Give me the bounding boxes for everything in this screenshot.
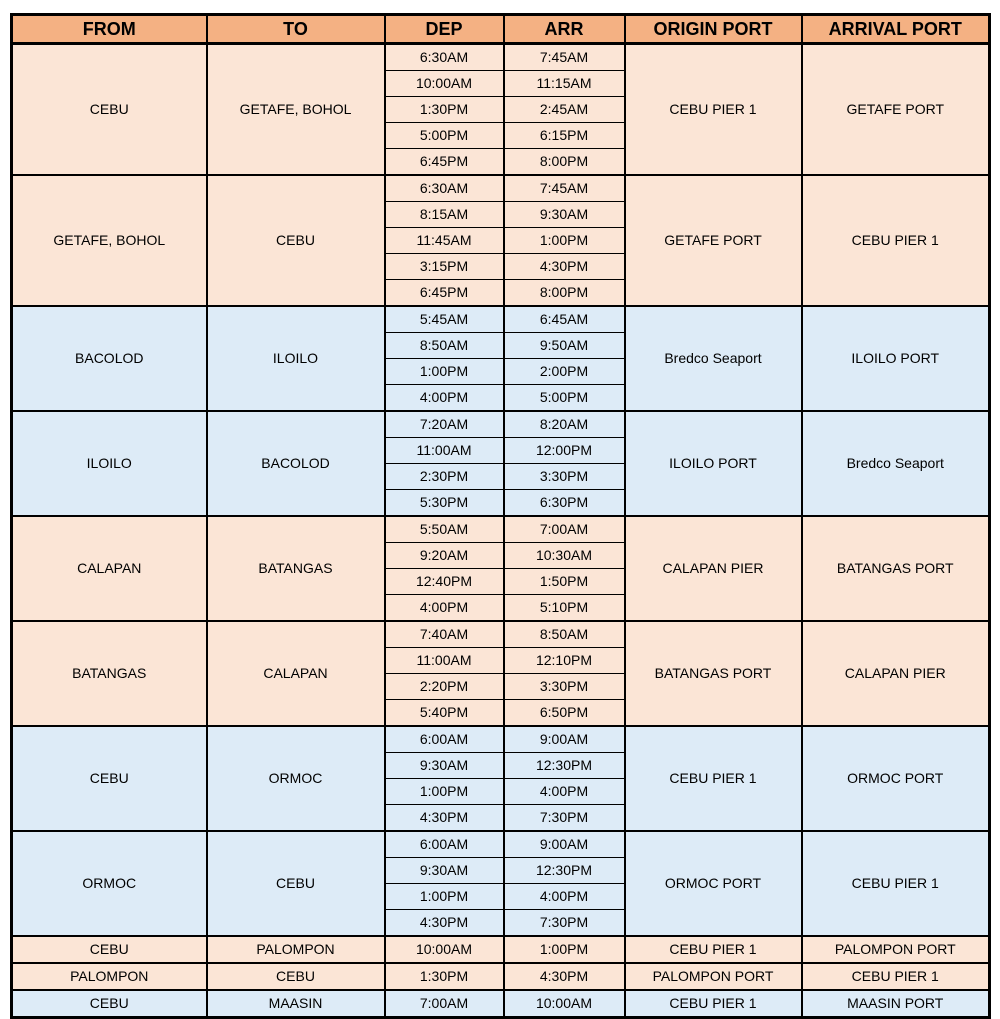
from-cell: ORMOC — [12, 831, 207, 936]
route-group — [12, 411, 990, 516]
to-cell: BATANGAS — [207, 516, 385, 621]
arr-time-cell: 7:30PM — [504, 805, 625, 832]
arr-time-cell: 6:15PM — [504, 123, 625, 149]
dep-time-cell: 1:30PM — [385, 97, 504, 123]
schedule-row — [12, 306, 990, 333]
arrival-port-cell: CEBU PIER 1 — [802, 831, 990, 936]
route-group — [12, 963, 990, 990]
table-header — [12, 15, 990, 44]
dep-time-cell: 8:50AM — [385, 333, 504, 359]
arr-time-cell: 4:00PM — [504, 884, 625, 910]
arr-time-cell: 2:00PM — [504, 359, 625, 385]
dep-time-cell: 2:20PM — [385, 674, 504, 700]
dep-time-cell: 5:00PM — [385, 123, 504, 149]
dep-time-cell: 6:00AM — [385, 831, 504, 858]
arr-time-cell: 7:45AM — [504, 44, 625, 71]
arr-time-cell: 6:45AM — [504, 306, 625, 333]
arr-time-cell: 9:30AM — [504, 202, 625, 228]
route-group — [12, 175, 990, 306]
schedule-row — [12, 621, 990, 648]
origin-port-cell: ILOILO PORT — [625, 411, 802, 516]
dep-time-cell: 9:20AM — [385, 543, 504, 569]
dep-time-cell: 5:50AM — [385, 516, 504, 543]
to-cell: GETAFE, BOHOL — [207, 44, 385, 176]
arr-time-cell: 12:10PM — [504, 648, 625, 674]
to-cell: BACOLOD — [207, 411, 385, 516]
arrival-port-cell: ILOILO PORT — [802, 306, 990, 411]
schedule-row — [12, 831, 990, 858]
dep-time-cell: 11:00AM — [385, 438, 504, 464]
arr-time-cell: 8:50AM — [504, 621, 625, 648]
arr-time-cell: 1:00PM — [504, 228, 625, 254]
header-dep: DEP — [385, 15, 504, 44]
schedule-row — [12, 726, 990, 753]
origin-port-cell: PALOMPON PORT — [625, 963, 802, 990]
arrival-port-cell: CEBU PIER 1 — [802, 963, 990, 990]
dep-time-cell: 7:00AM — [385, 990, 504, 1018]
route-group — [12, 831, 990, 936]
arrival-port-cell: BATANGAS PORT — [802, 516, 990, 621]
arr-time-cell: 2:45AM — [504, 97, 625, 123]
origin-port-cell: CEBU PIER 1 — [625, 726, 802, 831]
header-arr: ARR — [504, 15, 625, 44]
schedule-row — [12, 175, 990, 202]
header-origin-port: ORIGIN PORT — [625, 15, 802, 44]
arr-time-cell: 8:00PM — [504, 149, 625, 176]
route-group — [12, 990, 990, 1018]
from-cell: BATANGAS — [12, 621, 207, 726]
arrival-port-cell: MAASIN PORT — [802, 990, 990, 1018]
route-group — [12, 44, 990, 176]
dep-time-cell: 6:45PM — [385, 149, 504, 176]
route-group — [12, 621, 990, 726]
origin-port-cell: GETAFE PORT — [625, 175, 802, 306]
arrival-port-cell: CEBU PIER 1 — [802, 175, 990, 306]
origin-port-cell: ORMOC PORT — [625, 831, 802, 936]
schedule-row — [12, 990, 990, 1018]
arr-time-cell: 1:00PM — [504, 936, 625, 963]
origin-port-cell: CALAPAN PIER — [625, 516, 802, 621]
arr-time-cell: 7:30PM — [504, 910, 625, 937]
dep-time-cell: 4:00PM — [385, 595, 504, 622]
dep-time-cell: 5:45AM — [385, 306, 504, 333]
arr-time-cell: 8:00PM — [504, 280, 625, 307]
header-arrival-port: ARRIVAL PORT — [802, 15, 990, 44]
schedule-row — [12, 411, 990, 438]
arr-time-cell: 10:30AM — [504, 543, 625, 569]
dep-time-cell: 2:30PM — [385, 464, 504, 490]
arr-time-cell: 12:00PM — [504, 438, 625, 464]
to-cell: CEBU — [207, 831, 385, 936]
to-cell: CALAPAN — [207, 621, 385, 726]
header-to: TO — [207, 15, 385, 44]
origin-port-cell: CEBU PIER 1 — [625, 936, 802, 963]
schedule-row — [12, 44, 990, 71]
arr-time-cell: 5:10PM — [504, 595, 625, 622]
dep-time-cell: 7:20AM — [385, 411, 504, 438]
origin-port-cell: Bredco Seaport — [625, 306, 802, 411]
origin-port-cell: CEBU PIER 1 — [625, 44, 802, 176]
route-group — [12, 306, 990, 411]
to-cell: CEBU — [207, 175, 385, 306]
arrival-port-cell: PALOMPON PORT — [802, 936, 990, 963]
dep-time-cell: 6:00AM — [385, 726, 504, 753]
dep-time-cell: 10:00AM — [385, 936, 504, 963]
dep-time-cell: 11:00AM — [385, 648, 504, 674]
arr-time-cell: 7:45AM — [504, 175, 625, 202]
arr-time-cell: 12:30PM — [504, 858, 625, 884]
dep-time-cell: 4:00PM — [385, 385, 504, 412]
arrival-port-cell: CALAPAN PIER — [802, 621, 990, 726]
from-cell: CEBU — [12, 936, 207, 963]
arr-time-cell: 7:00AM — [504, 516, 625, 543]
arr-time-cell: 6:50PM — [504, 700, 625, 727]
dep-time-cell: 9:30AM — [385, 858, 504, 884]
dep-time-cell: 4:30PM — [385, 910, 504, 937]
origin-port-cell: BATANGAS PORT — [625, 621, 802, 726]
origin-port-cell: CEBU PIER 1 — [625, 990, 802, 1018]
dep-time-cell: 6:45PM — [385, 280, 504, 307]
arr-time-cell: 9:50AM — [504, 333, 625, 359]
dep-time-cell: 4:30PM — [385, 805, 504, 832]
dep-time-cell: 7:40AM — [385, 621, 504, 648]
arrival-port-cell: Bredco Seaport — [802, 411, 990, 516]
dep-time-cell: 3:15PM — [385, 254, 504, 280]
arr-time-cell: 9:00AM — [504, 831, 625, 858]
dep-time-cell: 1:30PM — [385, 963, 504, 990]
from-cell: CALAPAN — [12, 516, 207, 621]
arrival-port-cell: GETAFE PORT — [802, 44, 990, 176]
dep-time-cell: 12:40PM — [385, 569, 504, 595]
from-cell: BACOLOD — [12, 306, 207, 411]
dep-time-cell: 6:30AM — [385, 175, 504, 202]
to-cell: CEBU — [207, 963, 385, 990]
from-cell: CEBU — [12, 44, 207, 176]
route-group — [12, 516, 990, 621]
arr-time-cell: 4:00PM — [504, 779, 625, 805]
arrival-port-cell: ORMOC PORT — [802, 726, 990, 831]
from-cell: ILOILO — [12, 411, 207, 516]
dep-time-cell: 10:00AM — [385, 71, 504, 97]
dep-time-cell: 11:45AM — [385, 228, 504, 254]
dep-time-cell: 5:30PM — [385, 490, 504, 517]
schedule-row — [12, 936, 990, 963]
arr-time-cell: 12:30PM — [504, 753, 625, 779]
from-cell: PALOMPON — [12, 963, 207, 990]
arr-time-cell: 4:30PM — [504, 963, 625, 990]
route-group — [12, 726, 990, 831]
to-cell: PALOMPON — [207, 936, 385, 963]
dep-time-cell: 9:30AM — [385, 753, 504, 779]
arr-time-cell: 4:30PM — [504, 254, 625, 280]
to-cell: ORMOC — [207, 726, 385, 831]
header-row — [12, 15, 990, 44]
schedule-row — [12, 963, 990, 990]
dep-time-cell: 1:00PM — [385, 779, 504, 805]
arr-time-cell: 5:00PM — [504, 385, 625, 412]
to-cell: ILOILO — [207, 306, 385, 411]
arr-time-cell: 6:30PM — [504, 490, 625, 517]
arr-time-cell: 11:15AM — [504, 71, 625, 97]
route-group — [12, 936, 990, 963]
to-cell: MAASIN — [207, 990, 385, 1018]
dep-time-cell: 1:00PM — [385, 359, 504, 385]
arr-time-cell: 8:20AM — [504, 411, 625, 438]
dep-time-cell: 8:15AM — [385, 202, 504, 228]
dep-time-cell: 1:00PM — [385, 884, 504, 910]
from-cell: GETAFE, BOHOL — [12, 175, 207, 306]
from-cell: CEBU — [12, 726, 207, 831]
arr-time-cell: 1:50PM — [504, 569, 625, 595]
arr-time-cell: 10:00AM — [504, 990, 625, 1018]
schedule-row — [12, 516, 990, 543]
arr-time-cell: 9:00AM — [504, 726, 625, 753]
arr-time-cell: 3:30PM — [504, 674, 625, 700]
ferry-schedule-table — [10, 13, 991, 1019]
header-from: FROM — [12, 15, 207, 44]
dep-time-cell: 6:30AM — [385, 44, 504, 71]
arr-time-cell: 3:30PM — [504, 464, 625, 490]
from-cell: CEBU — [12, 990, 207, 1018]
dep-time-cell: 5:40PM — [385, 700, 504, 727]
